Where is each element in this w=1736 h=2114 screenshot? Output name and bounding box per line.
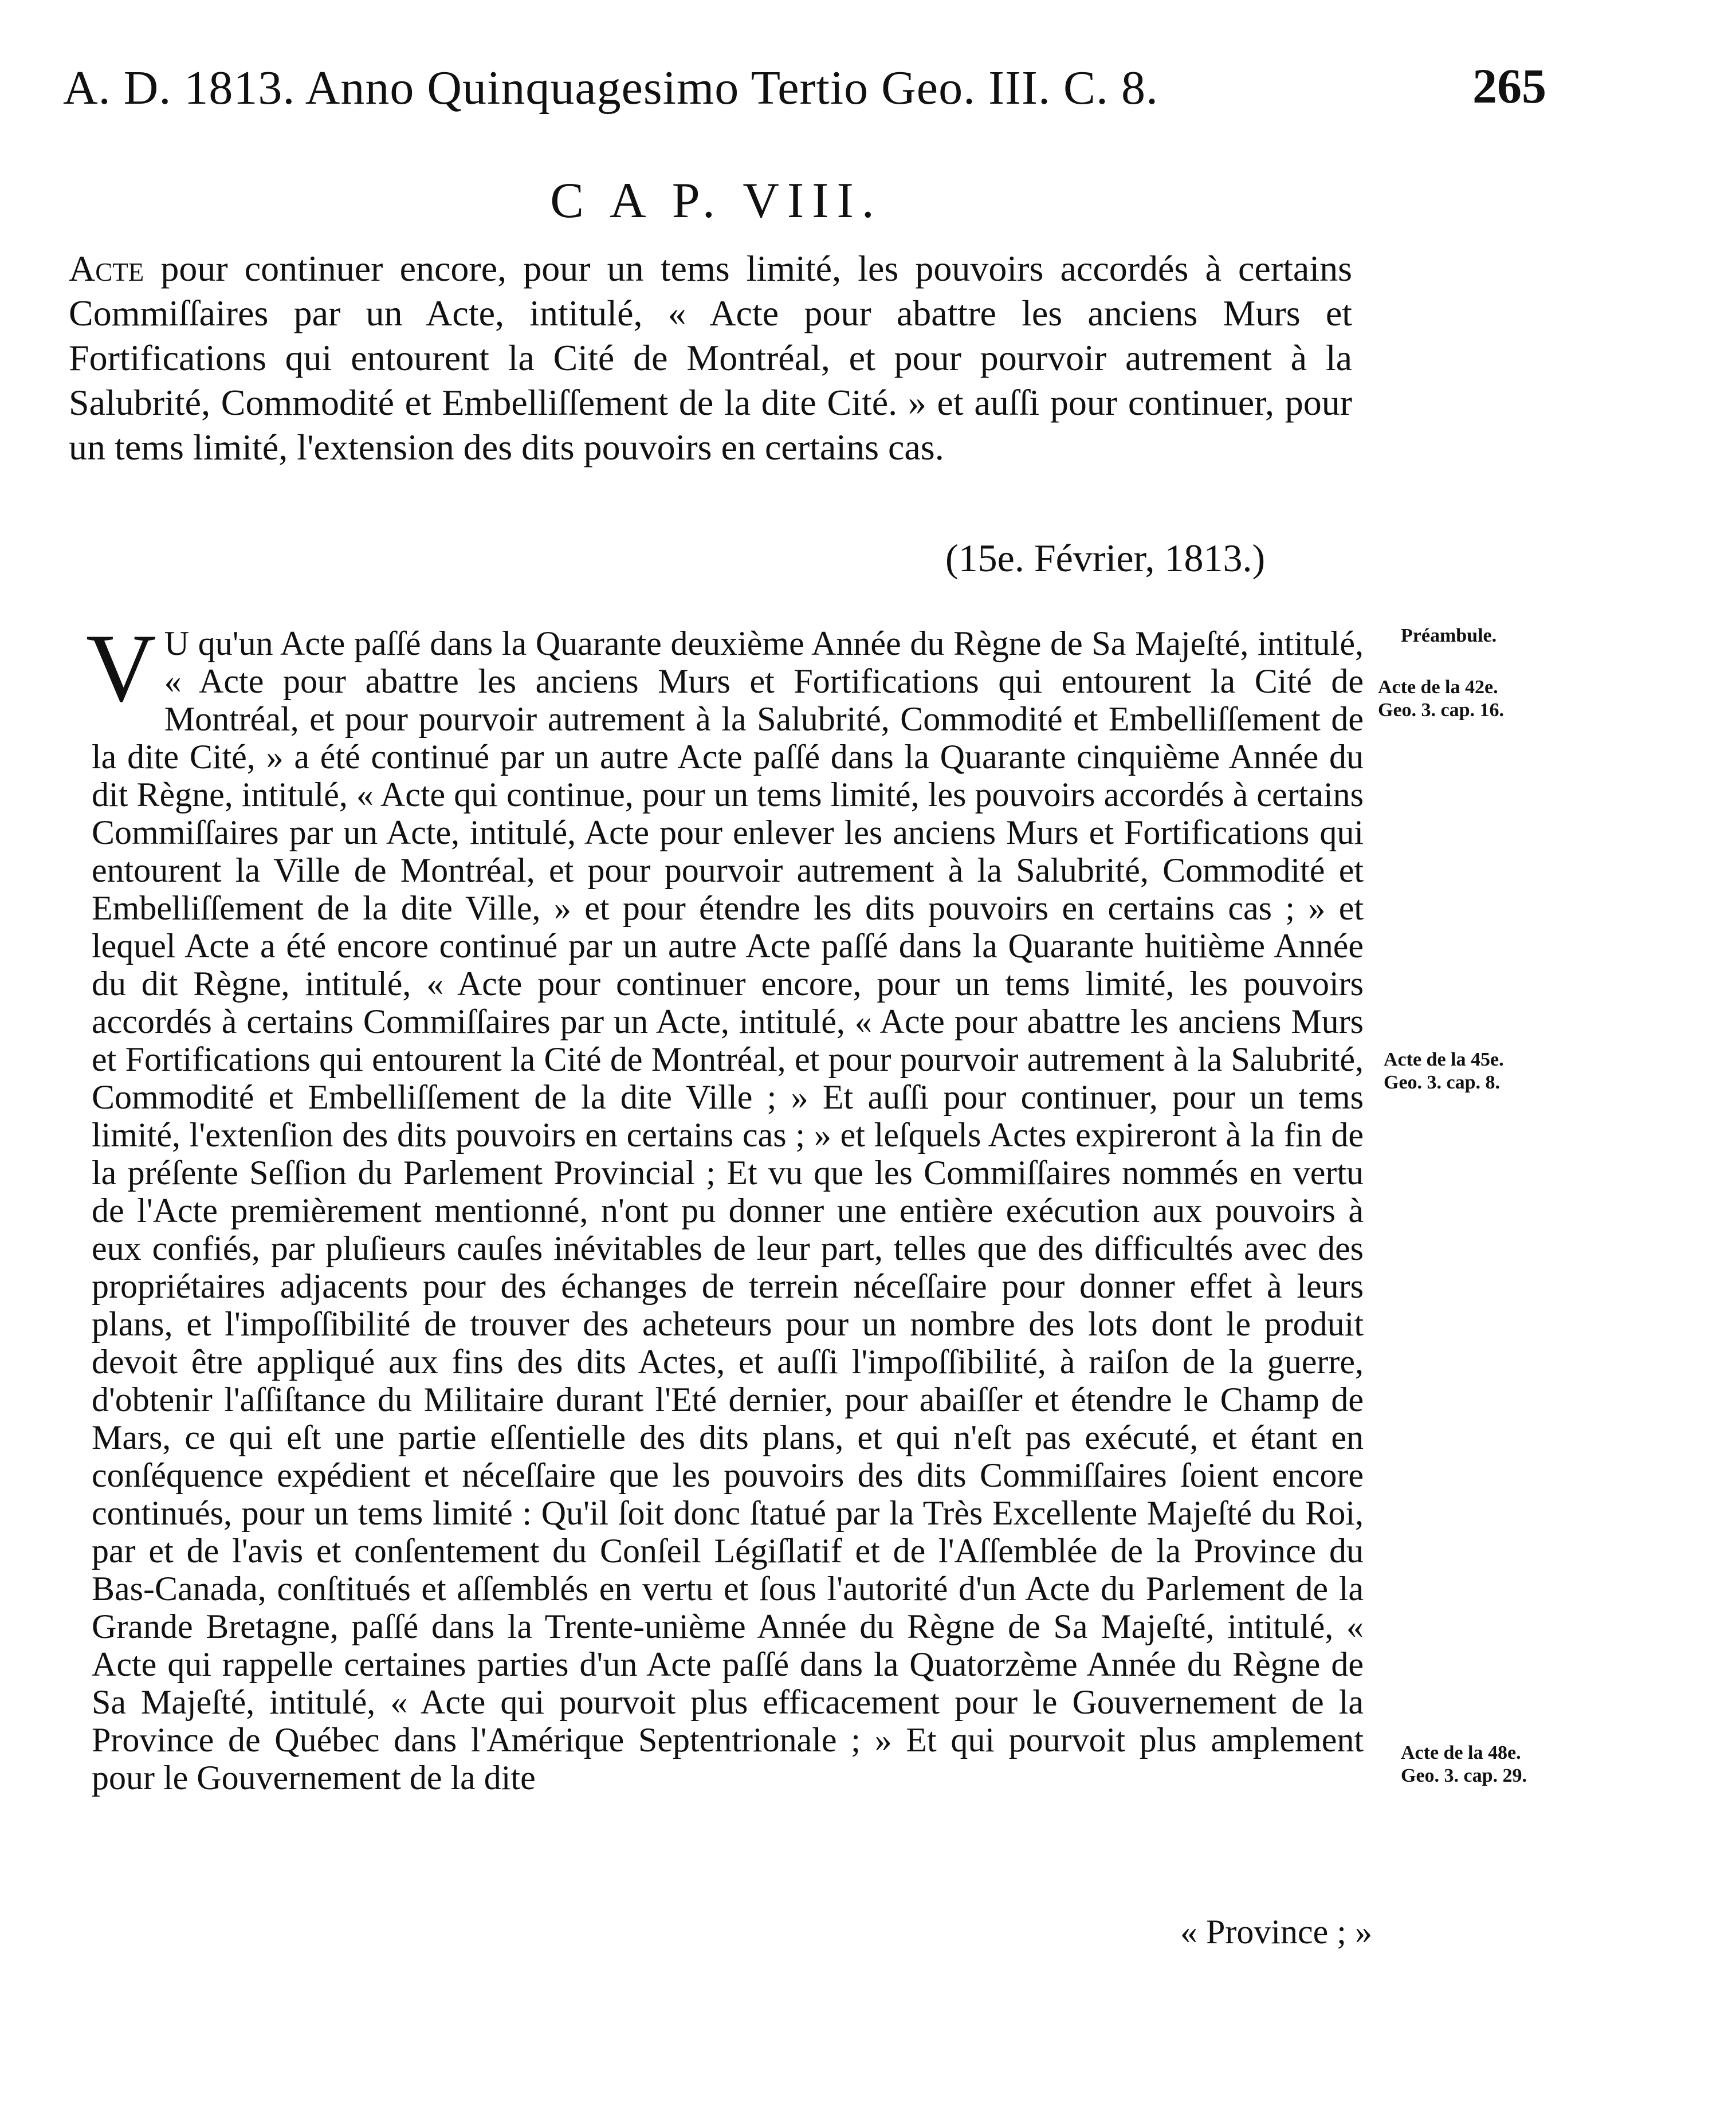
preamble-body: [86, 614, 1364, 1797]
margin-note-45: [1384, 1048, 1504, 1094]
margin-note-48: [1401, 1742, 1527, 1787]
margin-note-48-line1: Acte de la 48e.: [1401, 1742, 1521, 1763]
margin-note-42-line2: Geo. 3. cap. 16.: [1378, 700, 1505, 721]
margin-note-45-line2: Geo. 3. cap. 8.: [1384, 1072, 1501, 1093]
margin-note-preamble: Préambule.: [1401, 625, 1497, 646]
margin-note-42: [1378, 676, 1504, 722]
act-title-lead: Acte: [69, 248, 144, 289]
drop-capital: V: [86, 614, 156, 722]
page-number: 265: [1472, 58, 1546, 113]
margin-note-45-line1: Acte de la 45e.: [1384, 1049, 1504, 1070]
margin-note-42-line1: Acte de la 42e.: [1378, 677, 1498, 698]
margin-note-48-line2: Geo. 3. cap. 29.: [1401, 1765, 1527, 1786]
act-title-text: pour continuer encore, pour un tems limité, les pouvoirs accordés à certains Commiſſaires par un Acte, intitulé, « Acte pour abattre les anciens Murs et Fortifications qui entourent la Cité de Montréal, et pour pourvoir autrement à la Salubrité, Commodité et Embelliſſement de la dite Cité. » et auſſi pour continuer, pour un tems limité, l'extension des dits pouvoirs en certains cas.: [69, 248, 1352, 467]
chapter-heading: C A P. VIII.: [550, 173, 882, 229]
catchword: « Province ; »: [1180, 1913, 1372, 1951]
act-date: (15e. Février, 1813.): [945, 536, 1266, 580]
running-header: A. D. 1813. Anno Quinquagesimo Tertio Geo. III. C. 8.: [63, 61, 1159, 115]
preamble-text: U qu'un Acte paſſé dans la Quarante deuxième Année du Règne de Sa Majeſté, intitulé, « Acte pour abattre les anciens Murs et Fortifications qui entourent la Cité de Montréal, et pour pourvoir autrement à la Salubrité, Commodité et Embelliſſement de la dite Cité, » a été continué par un autre Acte paſſé dans la Quarante cinquième Année du dit Règne, intitulé, « Acte qui continue, pour un tems limité, les pouvoirs accordés à certains Commiſſaires par un Acte, intitulé, Acte pour enlever les anciens Murs et Fortifications qui entourent la Ville de Montréal, et pour pourvoir autrement à la Salubrité, Commodité et Embelliſſement de la dite Ville, » et pour étendre les dits pouvoirs en certains cas ; » et lequel Acte a été encore continué par un autre Acte paſſé dans la Quarante huitième Année du dit Règne, intitulé, « Acte pour continuer encore, pour un tems limité, les pouvoirs accordés à certains Commiſſaires par un Acte, intitulé, « Acte pour abattre les anciens Murs et Fortifications qui entourent la Cité de Montréal, et pour pourvoir autrement à la Salubrité, Commodité et Embelliſſement de la dite Ville ; » Et auſſi pour continuer, pour un tems limité, l'extenſion des dits pouvoirs en certains cas ; » et leſquels Actes expireront à la fin de la préſente Seſſion du Parlement Provincial ; Et vu que les Commiſſaires nommés en vertu de l'Acte premièrement mentionné, n'ont pu donner une entière exécution aux pouvoirs à eux confiés, par pluſieurs cauſes inévitables de leur part, telles que des difficultés avec des propriétaires adjacents pour des échanges de terrein néceſſaire pour donner effet à leurs plans, et l'impoſſibilité de trouver des acheteurs pour un nombre des lots dont le produit devoit être appliqué aux fins des dits Actes, et auſſi l'impoſſibilité, à raiſon de la guerre, d'obtenir l'aſſiſtance du Militaire durant l'Eté dernier, pour abaiſſer et étendre le Champ de Mars, ce qui eſt une partie eſſentielle des dits plans, et qui n'eſt pas exécuté, et étant en conſéquence expédient et néceſſaire que les pouvoirs des dits Commiſſaires ſoient encore continués, pour un tems limité : Qu'il ſoit donc ſtatué par la Très Excellente Majeſté du Roi, par et de l'avis et conſentement du Conſeil Légiſlatif et de l'Aſſemblée de la Province du Bas-Canada, conſtitués et aſſemblés en vertu et ſous l'autorité d'un Acte du Parlement de la Grande Bretagne, paſſé dans la Trente-unième Année du Règne de Sa Majeſté, intitulé, « Acte qui rappelle certaines parties d'un Acte paſſé dans la Quatorzème Année du Règne de Sa Majeſté, intitulé, « Acte qui pourvoit plus efficacement pour le Gouvernement de la Province de Québec dans l'Amérique Septentrionale ; » Et qui pourvoit plus amplement pour le Gouvernement de la dite: [92, 624, 1364, 1797]
act-title: [69, 246, 1352, 470]
